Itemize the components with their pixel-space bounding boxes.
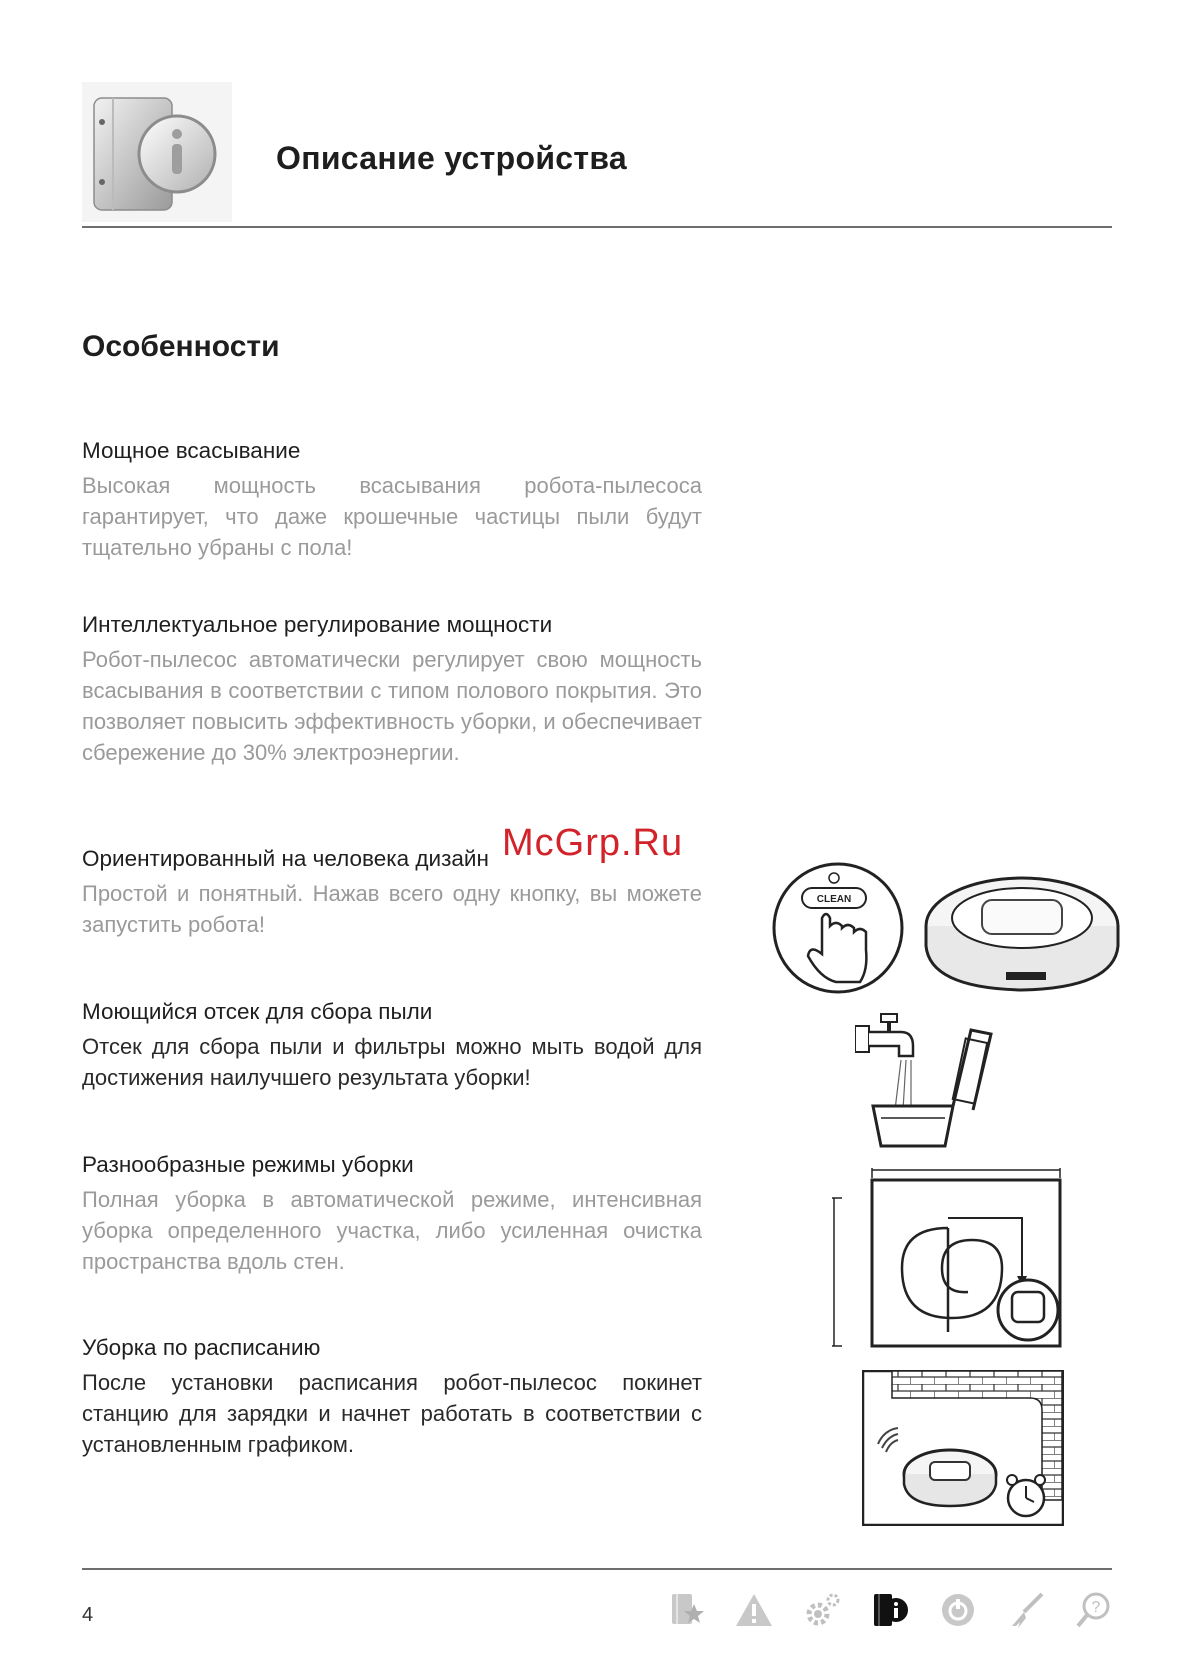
feature-text: После установки расписания робот-пылесос покинет станцию для зарядки и начнет работать в соответствии с установленным графиком. <box>82 1370 702 1457</box>
help-icon[interactable] <box>1074 1590 1114 1630</box>
feature-schedule <box>82 1335 702 1460</box>
broom-icon[interactable] <box>1006 1590 1046 1630</box>
watermark: McGrp.Ru <box>502 822 684 864</box>
info-icon[interactable] <box>870 1590 910 1630</box>
clean-label: CLEAN <box>816 894 852 905</box>
feature-title: Интеллектуальное регулирование мощности <box>82 612 553 637</box>
feature-text: Робот-пылесос автоматически регулирует свою мощность всасывания в соответствии с типом полового покрытия. Это позволяет повысить эффективность уборки, и обеспечивает сбережение до 30% электроэнергии. <box>82 647 702 765</box>
feature-title: Ориентированный на человека дизайн <box>82 846 489 871</box>
gears-icon[interactable] <box>802 1590 842 1630</box>
section-title: Особенности <box>82 330 280 363</box>
feature-title: Разнообразные режимы уборки <box>82 1152 414 1177</box>
feature-title: Моющийся отсек для сбора пыли <box>82 999 433 1024</box>
feature-text: Полная уборка в автоматической режиме, интенсивная уборка определенного участка, либо усиленная очистка пространства вдоль стен. <box>82 1187 702 1274</box>
cleaning-modes-illustration <box>832 1168 1072 1348</box>
feature-title: Мощное всасывание <box>82 438 301 463</box>
feature-title: Уборка по расписанию <box>82 1335 321 1360</box>
power-icon[interactable] <box>938 1590 978 1630</box>
feature-suction <box>82 438 702 563</box>
feature-text: Отсек для сбора пыли и фильтры можно мыть водой для достижения наилучшего результата уборки! <box>82 1034 702 1090</box>
svg-text:?: ? <box>1091 1599 1101 1616</box>
washable-bin-illustration <box>855 1010 995 1150</box>
feature-text: Простой и понятный. Нажав всего одну кнопку, вы можете запустить робота! <box>82 881 702 937</box>
page-title: Описание устройства <box>276 140 628 176</box>
feature-modes <box>82 1152 702 1277</box>
schedule-illustration <box>862 1370 1064 1526</box>
clean-button-illustration <box>770 860 1120 995</box>
footer-divider <box>82 1568 1112 1570</box>
warning-icon[interactable] <box>734 1590 774 1630</box>
page-number: 4 <box>82 1604 94 1626</box>
info-section-icon <box>82 82 232 222</box>
document-star-icon[interactable] <box>666 1590 706 1630</box>
header-divider <box>82 226 1112 228</box>
feature-text: Высокая мощность всасывания робота-пылесоса гарантирует, что даже крошечные частицы пыли будут тщательно убраны с пола! <box>82 473 702 560</box>
feature-dust-bin <box>82 999 702 1093</box>
feature-power-control <box>82 612 702 768</box>
